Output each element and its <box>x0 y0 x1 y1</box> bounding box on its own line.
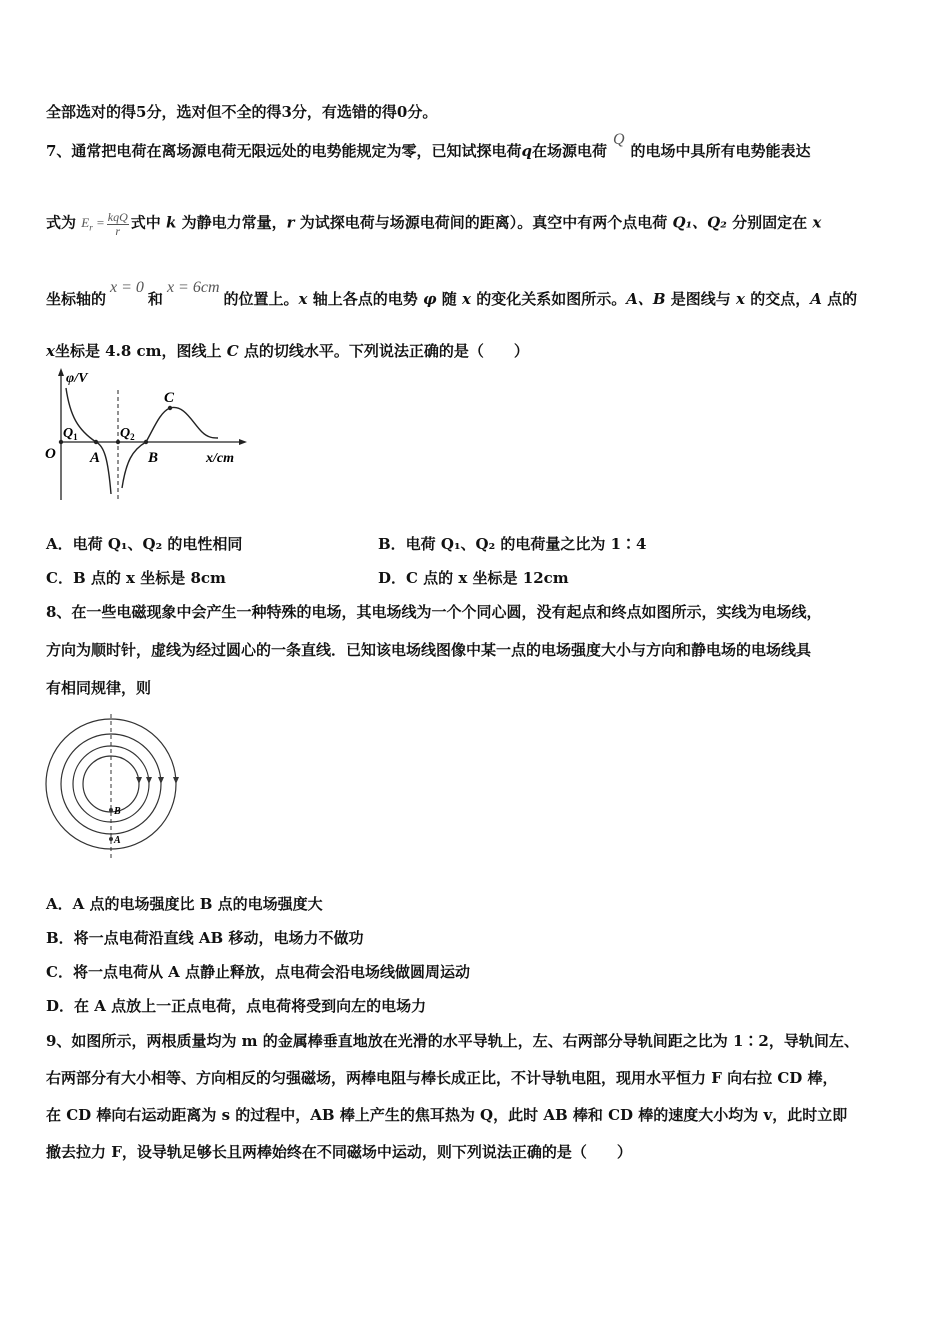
formula-lhs: E <box>81 215 90 231</box>
q7-var: C <box>226 342 239 360</box>
q7-text: 和 <box>147 290 163 308</box>
arrow-icon <box>158 777 164 784</box>
q7-x0: x = 0 <box>110 279 144 296</box>
y-axis-label: φ/V <box>66 371 88 386</box>
q7-var: φ <box>422 290 437 308</box>
q7-var: Q₁、Q₂ <box>672 213 727 232</box>
q7-text: 点的 <box>827 290 858 308</box>
q9-line3: 在 CD 棒向右运动距离为 s 的过程中，AB 棒上产生的焦耳热为 Q，此时 AB 棒和 CD 棒的速度大小均为 v，此时立即 <box>46 1106 848 1124</box>
q7-text: 的变化关系如图所示。 <box>476 290 627 308</box>
q7-text: 的电场中具所有电势能表达 <box>630 142 811 160</box>
q7-var: x <box>812 213 822 232</box>
q9-line1: 9、如图所示，两根质量均为 m 的金属棒垂直地放在光滑的水平导轨上，左、右两部分导轨间距之比为 1∶2，导轨间左、 <box>46 1032 859 1050</box>
intro-text: 全部选对的得5分，选对但不全的得3分，有选错的得0分。 <box>46 103 438 121</box>
q7-option-c[interactable]: C．B 点的 x 坐标是 8cm <box>46 569 226 587</box>
q7-text: 分别固定在 <box>732 213 808 232</box>
a-label: A <box>114 835 121 846</box>
q7-line2 <box>46 211 821 238</box>
q7-text: 坐标轴的 <box>46 290 107 308</box>
a-label: A <box>90 450 101 466</box>
q7-text: 的位置上。 <box>223 290 299 308</box>
q8-line1: 8、在一些电磁现象中会产生一种特殊的电场，其电场线为一个个同心圆，没有起点和终点如图所示，实线为电场线， <box>46 603 822 621</box>
q7-text: 点的切线水平。下列说法正确的是（ ） <box>243 342 529 360</box>
q7-var: A <box>810 290 822 308</box>
concentric-field-figure <box>42 712 182 860</box>
q7-var: k <box>166 213 177 232</box>
q7-var: x <box>46 342 55 360</box>
q1-label: $Q_1$ <box>63 426 78 442</box>
b-label: B <box>114 806 121 817</box>
c-label: C <box>164 390 175 406</box>
q7-text: 在场源电荷 <box>531 142 607 160</box>
q7-text: 式为 <box>46 213 77 232</box>
q7-text: 7、通常把电荷在离场源电荷无限远处的电势能规定为零，已知试探电荷 <box>46 142 522 160</box>
q9-line2: 右两部分有大小相等、方向相反的匀强磁场，两棒电阻与棒长成正比，不计导轨电阻，现用水平恒力 F 向右拉 CD 棒， <box>46 1069 838 1087</box>
q2-label: $Q_2$ <box>120 426 135 442</box>
q8-option-c[interactable]: C．将一点电荷从 A 点静止释放，点电荷会沿电场线做圆周运动 <box>46 963 471 981</box>
origin-label: O <box>45 446 56 462</box>
q8-option-d[interactable]: D．在 A 点放上一正点电荷，点电荷将受到向左的电场力 <box>46 997 427 1015</box>
q8-line3: 有相同规律，则 <box>46 679 152 697</box>
q7-option-b[interactable]: B．电荷 Q₁、Q₂ 的电荷量之比为 1∶4 <box>378 535 647 553</box>
point-b <box>144 440 148 444</box>
q7-text: 轴上各点的电势 <box>312 290 418 308</box>
q7-text: 坐标是 4.8 cm，图线上 <box>54 342 222 360</box>
q7-var: x <box>736 290 745 308</box>
q7-line3 <box>46 279 858 309</box>
q7-var-Q: Q <box>612 131 625 148</box>
potential-graph <box>42 366 252 504</box>
x-axis-arrow <box>239 439 247 445</box>
b-label: B <box>148 450 159 466</box>
q7-line4 <box>46 340 529 361</box>
formula-num: kqQ <box>107 210 128 224</box>
formula-eq: = <box>95 215 105 231</box>
q7-text: 为静电力常量， <box>181 213 287 232</box>
q8-line2: 方向为顺时针，虚线为经过圆心的一条直线．已知该电场线图像中某一点的电场强度大小与方向和静电场的电场线具 <box>46 641 812 659</box>
arrow-icon <box>146 777 152 784</box>
energy-formula <box>81 210 131 238</box>
q7-var: q <box>521 142 532 160</box>
potential-curve-right <box>122 407 218 488</box>
q7-var: A、B <box>626 290 666 308</box>
q7-x6: x = 6cm <box>166 279 220 296</box>
formula-sub: r <box>89 223 93 234</box>
q7-text: 随 <box>441 290 457 308</box>
arrow-icon <box>173 777 179 784</box>
q7-option-a[interactable]: A．电荷 Q₁、Q₂ 的电性相同 <box>46 535 243 553</box>
q7-option-d[interactable]: D．C 点的 x 坐标是 12cm <box>378 569 569 587</box>
q7-text: 是图线与 <box>670 290 731 308</box>
formula-den: r <box>115 224 121 238</box>
x-axis-label: x/cm <box>206 451 234 466</box>
point-c <box>168 406 172 410</box>
point-a <box>94 440 98 444</box>
point-a-dot <box>109 837 113 841</box>
point-b-dot <box>109 808 113 812</box>
q8-option-a[interactable]: A．A 点的电场强度比 B 点的电场强度大 <box>46 895 323 913</box>
arrow-icon <box>136 777 142 784</box>
q7-var: x <box>462 290 471 308</box>
q9-line4: 撤去拉力 F，设导轨足够长且两棒始终在不同磁场中运动，则下列说法正确的是（ ） <box>46 1143 632 1161</box>
q7-text: 式中 <box>130 213 161 232</box>
y-axis-arrow <box>58 368 64 376</box>
q7-line1 <box>46 131 811 161</box>
q7-var: x <box>298 290 308 308</box>
q7-var: r <box>286 213 295 232</box>
q8-option-b[interactable]: B．将一点电荷沿直线 AB 移动，电场力不做功 <box>46 929 364 947</box>
q7-text: 为试探电荷与场源电荷间的距离）。真空中有两个点电荷 <box>299 213 668 232</box>
q7-text: 的交点， <box>750 290 811 308</box>
